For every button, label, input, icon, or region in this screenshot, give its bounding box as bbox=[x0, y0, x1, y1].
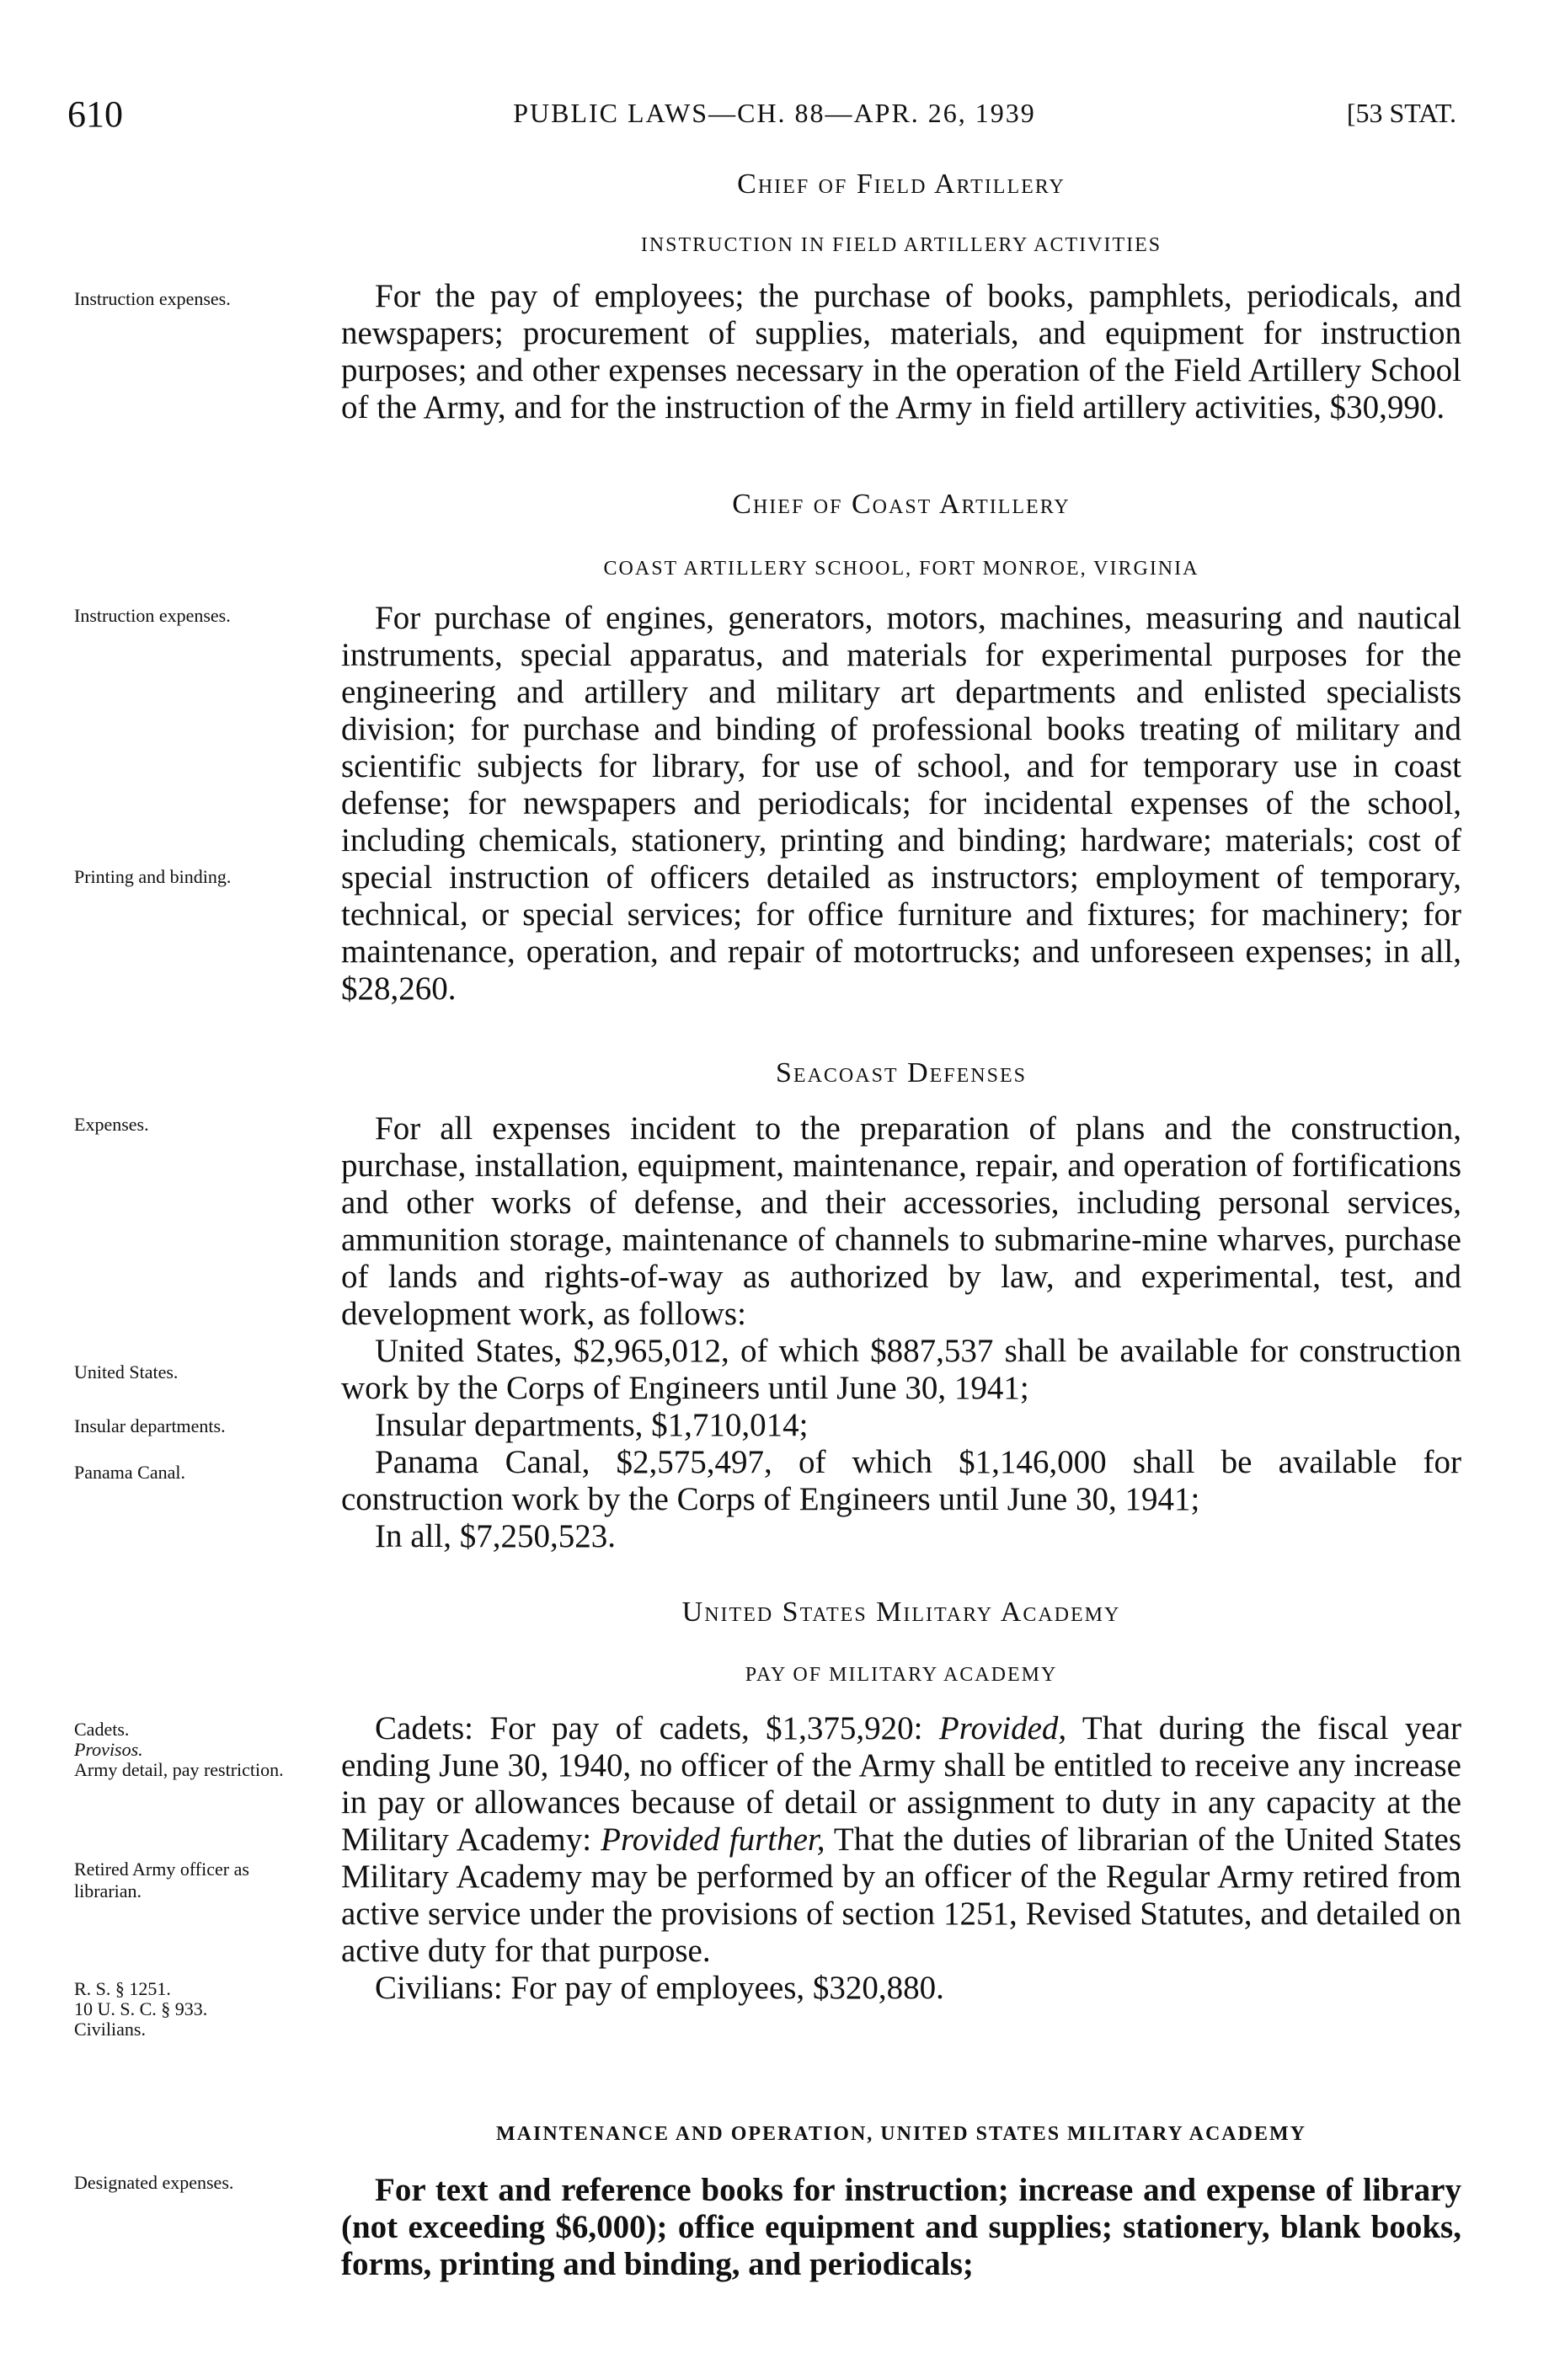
paragraph-academy bbox=[341, 1710, 1461, 2007]
cadets-text-c: That the duties of librarian of the United States Military Academy may be performed by an officer of the Regular Army retired from active service under the provisions of section 1251, Revised Statutes, and detailed on active duty for that purpose. bbox=[341, 1821, 1461, 1969]
sidenote-civilians: Civilians. bbox=[74, 2019, 146, 2040]
sidenote-printing-binding: Printing and binding. bbox=[74, 866, 232, 887]
provided-label: Provided, bbox=[938, 1710, 1067, 1746]
paragraph-text: For text and reference books for instruction; increase and expense of library (not exceeding $6,000); office equipment and supplies; stationery, blank books, forms, printing and binding, and periodicals; bbox=[341, 2172, 1461, 2282]
paragraph-coast-artillery bbox=[341, 600, 1461, 1008]
sidenote-cadets: Cadets. bbox=[74, 1719, 130, 1740]
item-united-states: United States, $2,965,012, of which $887,537 shall be available for construction work by the Corps of Engineers until June 30, 1941; bbox=[341, 1333, 1461, 1406]
sidenote-usc: 10 U. S. C. § 933. bbox=[74, 1998, 208, 2019]
sidenote-insular: Insular departments. bbox=[74, 1415, 226, 1436]
running-title: PUBLIC LAWS—CH. 88—APR. 26, 1939 bbox=[513, 98, 1036, 128]
subheading-maintenance: MAINTENANCE AND OPERATION, UNITED STATES MILITARY ACADEMY bbox=[496, 2123, 1306, 2145]
paragraph-text: For the pay of employees; the purchase of books, pamphlets, periodicals, and newspapers; procurement of supplies, materials, and equipment for instruction purposes; and other expenses necessary in the operation of the Field Artillery School of the Army, and for the instruction of the Army in field artillery activities, $30,990. bbox=[341, 278, 1461, 425]
sidenote-united-states: United States. bbox=[74, 1361, 179, 1383]
section-heading-academy: United States Military Academy bbox=[681, 1596, 1121, 1628]
section-heading-seacoast: Seacoast Defenses bbox=[776, 1057, 1027, 1088]
page-number: 610 bbox=[67, 94, 123, 135]
item-total: In all, $7,250,523. bbox=[375, 1518, 616, 1554]
sidenote-panama: Panama Canal. bbox=[74, 1462, 185, 1483]
provided-further-label: Provided further, bbox=[601, 1821, 825, 1858]
sidenote-instruction-expenses-1: Instruction expenses. bbox=[74, 288, 231, 309]
section-heading-field-artillery: Chief of Field Artillery bbox=[737, 168, 1066, 200]
paragraph-maintenance bbox=[341, 2172, 1461, 2283]
sidenote-rs: R. S. § 1251. bbox=[74, 1978, 171, 1999]
cadets-text-b: That during the fiscal year ending June 30, 1940, no officer of the Army shall be entitled to receive any increase in pay or allowances because of detail or assignment to duty in any capacity at the Military Academy: bbox=[341, 1710, 1462, 1858]
sidenote-army-detail: Army detail, pay restriction. bbox=[74, 1759, 284, 1780]
sidenote-provisos: Provisos. bbox=[74, 1739, 143, 1760]
paragraph-text: For purchase of engines, generators, motors, machines, measuring and nautical instruments, special apparatus, and materials for experimental purposes for the engineering and artillery and military art departments and enlisted specialists division; for purchase and binding of professional books treating of military and scientific subjects for library, for use of school, and for temporary use in coast defense; for newspapers and periodicals; for incidental expenses of the school, including chemicals, stationery, printing and binding; hardware; materials; cost of special instruction of officers detailed as instructors; employment of temporary, technical, or special services; for office furniture and fixtures; for machinery; for maintenance, operation, and repair of motortrucks; and unforeseen expenses; in all, $28,260. bbox=[341, 600, 1461, 1007]
sidenote-retired-officer: Retired Army officer as librarian. bbox=[74, 1859, 249, 1901]
subheading-pay-academy: PAY OF MILITARY ACADEMY bbox=[745, 1664, 1058, 1686]
cadets-paragraph bbox=[341, 1710, 1461, 1970]
subheading-field-artillery: INSTRUCTION IN FIELD ARTILLERY ACTIVITIES bbox=[640, 234, 1162, 256]
cadets-text-a: Cadets: For pay of cadets, $1,375,920: bbox=[375, 1710, 939, 1746]
section-heading-coast-artillery: Chief of Coast Artillery bbox=[732, 489, 1071, 520]
sidenote-expenses: Expenses. bbox=[74, 1114, 149, 1135]
subheading-coast-artillery: COAST ARTILLERY SCHOOL, FORT MONROE, VIRGINIA bbox=[603, 558, 1199, 580]
paragraph-field-artillery bbox=[341, 278, 1461, 426]
item-insular: Insular departments, $1,710,014; bbox=[375, 1407, 809, 1443]
paragraph-text: For all expenses incident to the preparation of plans and the construction, purchase, installation, equipment, maintenance, repair, and operation of fortifications and other works of defense, and their accessories, including personal services, ammunition storage, maintenance of channels to submarine-mine wharves, purchase of lands and rights-of-way as authorized by law, and experimental, test, and development work, as follows: bbox=[341, 1110, 1461, 1332]
statute-reference: [53 STAT. bbox=[1346, 98, 1456, 128]
sidenote-designated-expenses: Designated expenses. bbox=[74, 2172, 234, 2193]
paragraph-seacoast bbox=[341, 1110, 1461, 1555]
item-panama: Panama Canal, $2,575,497, of which $1,146,000 shall be available for construction work by the Corps of Engineers until June 30, 1941; bbox=[341, 1444, 1461, 1517]
sidenote-instruction-expenses-2: Instruction expenses. bbox=[74, 605, 231, 626]
civilians-paragraph: Civilians: For pay of employees, $320,880. bbox=[375, 1970, 944, 2006]
